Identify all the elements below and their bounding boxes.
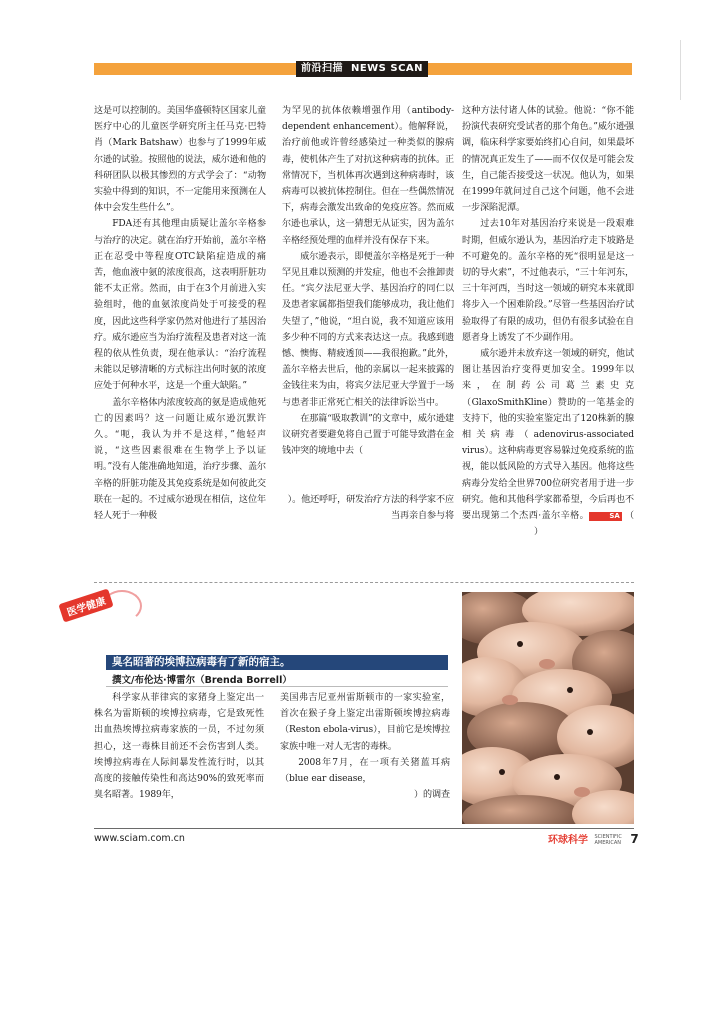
footer-brand	[548, 831, 639, 846]
paragraph: ）的调查	[414, 790, 450, 801]
paragraph: 美国弗吉尼亚州雷斯顿市的一家实验室，首次在猴子身上鉴定出雷斯顿埃博拉病毒（Reston ebola-virus），目前它是埃博拉家族中唯一对人无害的毒株。	[280, 693, 450, 752]
footer-url: www.sciam.com.cn	[94, 833, 185, 844]
paragraph: 为罕见的抗体依赖增强作用（antibody-dependent enhancement）。他解释说，治疗前他或许曾经感染过一种类似的腺病毒，使机体产生了对抗这种病毒的抗体。正常情况下，当机体再次遇到这种病毒时，该病毒可以被抗体控制住。但在一些偶然情况下，病毒会激发出致命的免疫应答。然而威尔逊也承认，这一猜想无从证实，因为盖尔辛格经预处理的血样并没有保存下来。	[282, 106, 454, 246]
paragraph: 这种方法付诸人体的试验。他说：“你不能扮演代表研究受试者的那个角色。”威尔逊强调，临床科学家要始终扪心自问，如果最坏的情况真正发生了——而不仅仅是可能会发生，自己能否接受这一状况。他认为，如果在1999年就问过自己这个问题，他不会进一步深陷泥潭。	[462, 106, 634, 214]
paragraph: ）。他还呼吁，研发治疗方法的科学家不应当再亲自参与将	[287, 494, 454, 522]
section-title-en: NEWS SCAN	[350, 63, 424, 74]
byline-rule	[106, 686, 448, 687]
section-badge: 医学健康	[58, 588, 113, 622]
page-number: 7	[630, 832, 639, 846]
article1-column-1	[94, 103, 266, 524]
paragraph: FDA还有其他理由质疑让盖尔辛格参与治疗的决定。就在治疗开始前，盖尔辛格正在忍受中等程度OTC缺陷症造成的痛苦，他血液中氨的浓度很高，这表明肝脏功能不太正常。然而，由于在3个月前进入实验组时，他的血氨浓度尚处于可接受的程度，因此这些科学家仍然对他进行了基因治疗。威尔逊应当为治疗流程及患者对这一流程的依从性负责，现在他承认：“治疗流程未能以足够清晰的方式标注出何时氨的浓度应处于何种水平，这是一个重大缺陷。”	[94, 219, 266, 392]
paragraph: 威尔逊表示，即便盖尔辛格是死于一种罕见且难以预测的并发症，他也不会推卸责任。“宾夕法尼亚大学、基因治疗的同仁以及患者家属都指望我们能够成功，我让他们失望了，”他说，“坦白说，我不知道应该用多少种不同的方式来表达这一点。我感到遗憾、懊悔、精疲透顶——我很抱歉。”此外，盖尔辛格去世后，他的亲属以一起来披露的金钱往来为由，将宾夕法尼亚大学置于一场与患者非正常死亡相关的法律诉讼当中。	[282, 251, 454, 408]
section-header	[296, 61, 428, 77]
paragraph: 过去10年对基因治疗来说是一段艰难时期，但威尔逊认为，基因治疗走下坡路是不可避免的。盖尔辛格的死“很明显是这一切的导火索”，不过他表示，“三十年河东，三十年河西，当时这一领域的研究本来就即将步入一个困难阶段。”尽管一些基因治疗试验取得了有限的成功，但仍有很多试验在自愿者身上诱发了不少副作用。	[462, 219, 634, 343]
footer-rule	[94, 828, 634, 829]
paragraph: 2008年7月，在一项有关猪蓝耳病（blue ear disease，	[280, 757, 450, 785]
pigs-illustration	[462, 592, 634, 824]
article2-column-2	[280, 690, 450, 803]
article2-title: 臭名昭著的埃博拉病毒有了新的宿主。	[106, 655, 448, 670]
section-title-cn: 前沿扫描	[300, 63, 343, 74]
brand-name: 环球科学	[548, 835, 588, 846]
pigs-photo	[462, 592, 634, 824]
paragraph: 这是可以控制的。美国华盛顿特区国家儿童医疗中心的儿童医学研究所主任马克·巴特肖（Mark Batshaw）也参与了1999年威尔逊的试验。按照他的说法，威尔逊和他的科研团队以极其惨烈的方式学会了：“动物实验中得到的知识，不一定能用来预测在人体中会发生些什么”。	[94, 106, 266, 214]
paragraph: 在那篇“吸取教训”的文章中，威尔逊建议研究者要避免将自己置于可能导致潜在金钱冲突的境地中去（	[282, 413, 454, 457]
paragraph: 科学家从菲律宾的家猪身上鉴定出一株名为雷斯顿的埃博拉病毒，它是致死性出血热埃博拉病毒家族的一员，不过勿须担心，这一毒株目前还不会伤害到人类。埃博拉病毒在人际间暴发性流行时，以其高度的接触传染性和高达90%的致死率而臭名昭著。1989年，	[94, 693, 264, 801]
brand-mini-logo: SCIENTIFIC AMERICAN	[594, 834, 622, 846]
paragraph: 盖尔辛格体内浓度较高的氨是造成他死亡的因素吗？这一问题让威尔逊沉默许久。“呃，我认为并不是这样，”他轻声说，“这些因素很难在生物学上予以证明。”没有人能准确地知道，治疗步骤、盖尔辛格的肝脏功能及其免疫系统是如何彼此交联在一起的。不过威尔逊现在相信，这位年轻人死于一种极	[94, 397, 266, 522]
article2-byline: 撰文/布伦达·博雷尔（Brenda Borrell）	[112, 675, 292, 686]
article-divider	[94, 582, 634, 583]
article1-column-3	[462, 103, 634, 540]
article2-column-1	[94, 690, 264, 803]
end-mark-sa: SA	[589, 512, 621, 521]
crop-edge-line	[680, 40, 681, 100]
article1-column-2	[282, 103, 454, 524]
paragraph: 威尔逊并未放弃这一领域的研究，他试图让基因治疗变得更加安全。1999年以来，在制药公司葛兰素史克（GlaxoSmithKline）赞助的一笔基金的支持下，他的实验室鉴定出了120株新的腺相关病毒（adenovirus-associated virus）。这种病毒更容易躲过免疫系统的监视，能以低风险的方式导入基因。他将这些病毒分发给全世界700位研究者用于进一步研究。他和其他科学家都希望，今后再也不要出现第二个杰西·盖尔辛格。 SA （）	[462, 349, 634, 538]
